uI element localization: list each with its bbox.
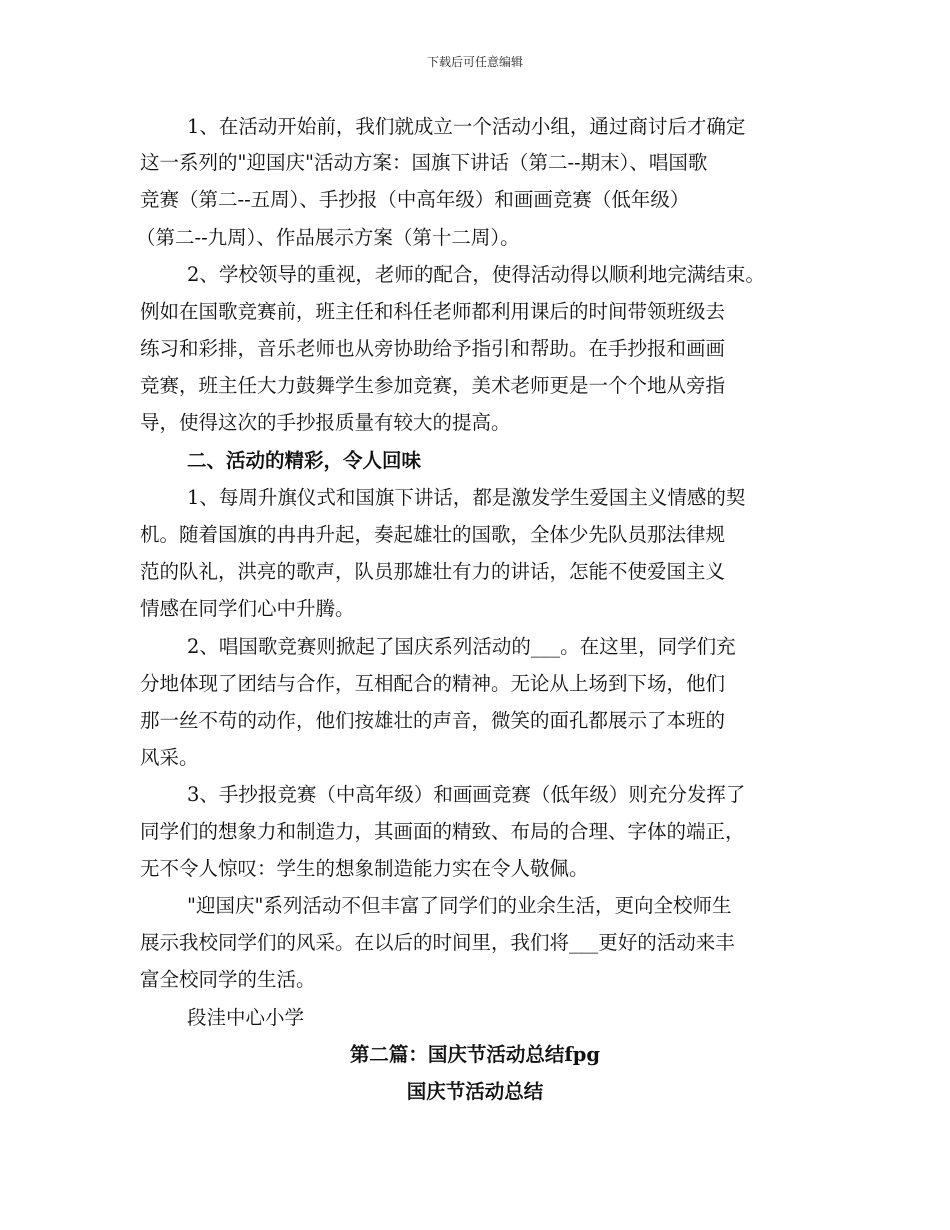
paragraph-line: 范的队礼，洪亮的歌声，队员那雄壮有力的讲话，怎能不使爱国主义	[140, 560, 726, 583]
paragraph-line: 1、每周升旗仪式和国旗下讲话，都是激发学生爱国主义情感的契	[187, 486, 746, 509]
paragraph-line: 分地体现了团结与合作，互相配合的精神。无论从上场到下场，他们	[140, 672, 726, 695]
school-signature: 段洼中心小学	[187, 1006, 305, 1029]
paragraph-line: 风采。	[140, 746, 199, 769]
section-heading: 二、活动的精彩，令人回味	[187, 449, 422, 472]
paragraph-line: 3、手抄报竞赛（中高年级）和画画竞赛（低年级）则充分发挥了	[187, 783, 746, 806]
paragraph-line: 2、唱国歌竞赛则掀起了国庆系列活动的___。在这里，同学们充	[187, 635, 736, 658]
paragraph-line: 那一丝不苟的动作，他们按雄壮的声音，微笑的面孔都展示了本班的	[140, 709, 726, 732]
paragraph-line: 机。随着国旗的冉冉升起，奏起雄壮的国歌，全体少先队员那法律规	[140, 523, 726, 546]
page-header: 下载后可任意编辑	[426, 55, 523, 69]
paragraph-line: 情感在同学们心中升腾。	[140, 597, 355, 620]
paragraph-line: 这一系列的"迎国庆"活动方案：国旗下讲话（第二--期末）、唱国歌	[140, 151, 708, 174]
section-title: 第二篇：国庆节活动总结fpg	[349, 1043, 601, 1066]
paragraph-line: 例如在国歌竞赛前，班主任和科任老师都利用课后的时间带领班级去	[140, 300, 726, 323]
paragraph-line: 富全校同学的生活。	[140, 968, 316, 991]
paragraph-line: （第二--九周）、作品展示方案（第十二周）。	[136, 226, 520, 249]
paragraph-line: 2、学校领导的重视，老师的配合，使得活动得以顺利地完满结束。	[187, 263, 765, 286]
paragraph-line: 1、在活动开始前，我们就成立一个活动小组，通过商讨后才确定	[187, 115, 746, 138]
paragraph-line: 竞赛（第二--五周）、手抄报（中高年级）和画画竞赛（低年级）	[140, 188, 690, 211]
paragraph-line: 展示我校同学们的风采。在以后的时间里，我们将___更好的活动来丰	[140, 931, 735, 954]
paragraph-line: 练习和彩排，音乐老师也从旁协助给予指引和帮助。在手抄报和画画	[140, 337, 726, 360]
paragraph-line: 竞赛，班主任大力鼓舞学生参加竞赛，美术老师更是一个个地从旁指	[140, 374, 726, 397]
section-subtitle: 国庆节活动总结	[406, 1080, 544, 1103]
paragraph-line: 同学们的想象力和制造力，其画面的精致、布局的合理、字体的端正，	[140, 820, 745, 843]
paragraph-line: 无不令人惊叹：学生的想象制造能力实在令人敬佩。	[140, 857, 589, 880]
paragraph-line: "迎国庆"系列活动不但丰富了同学们的业余生活，更向全校师生	[187, 894, 732, 917]
paragraph-line: 导，使得这次的手抄报质量有较大的提高。	[140, 411, 511, 434]
